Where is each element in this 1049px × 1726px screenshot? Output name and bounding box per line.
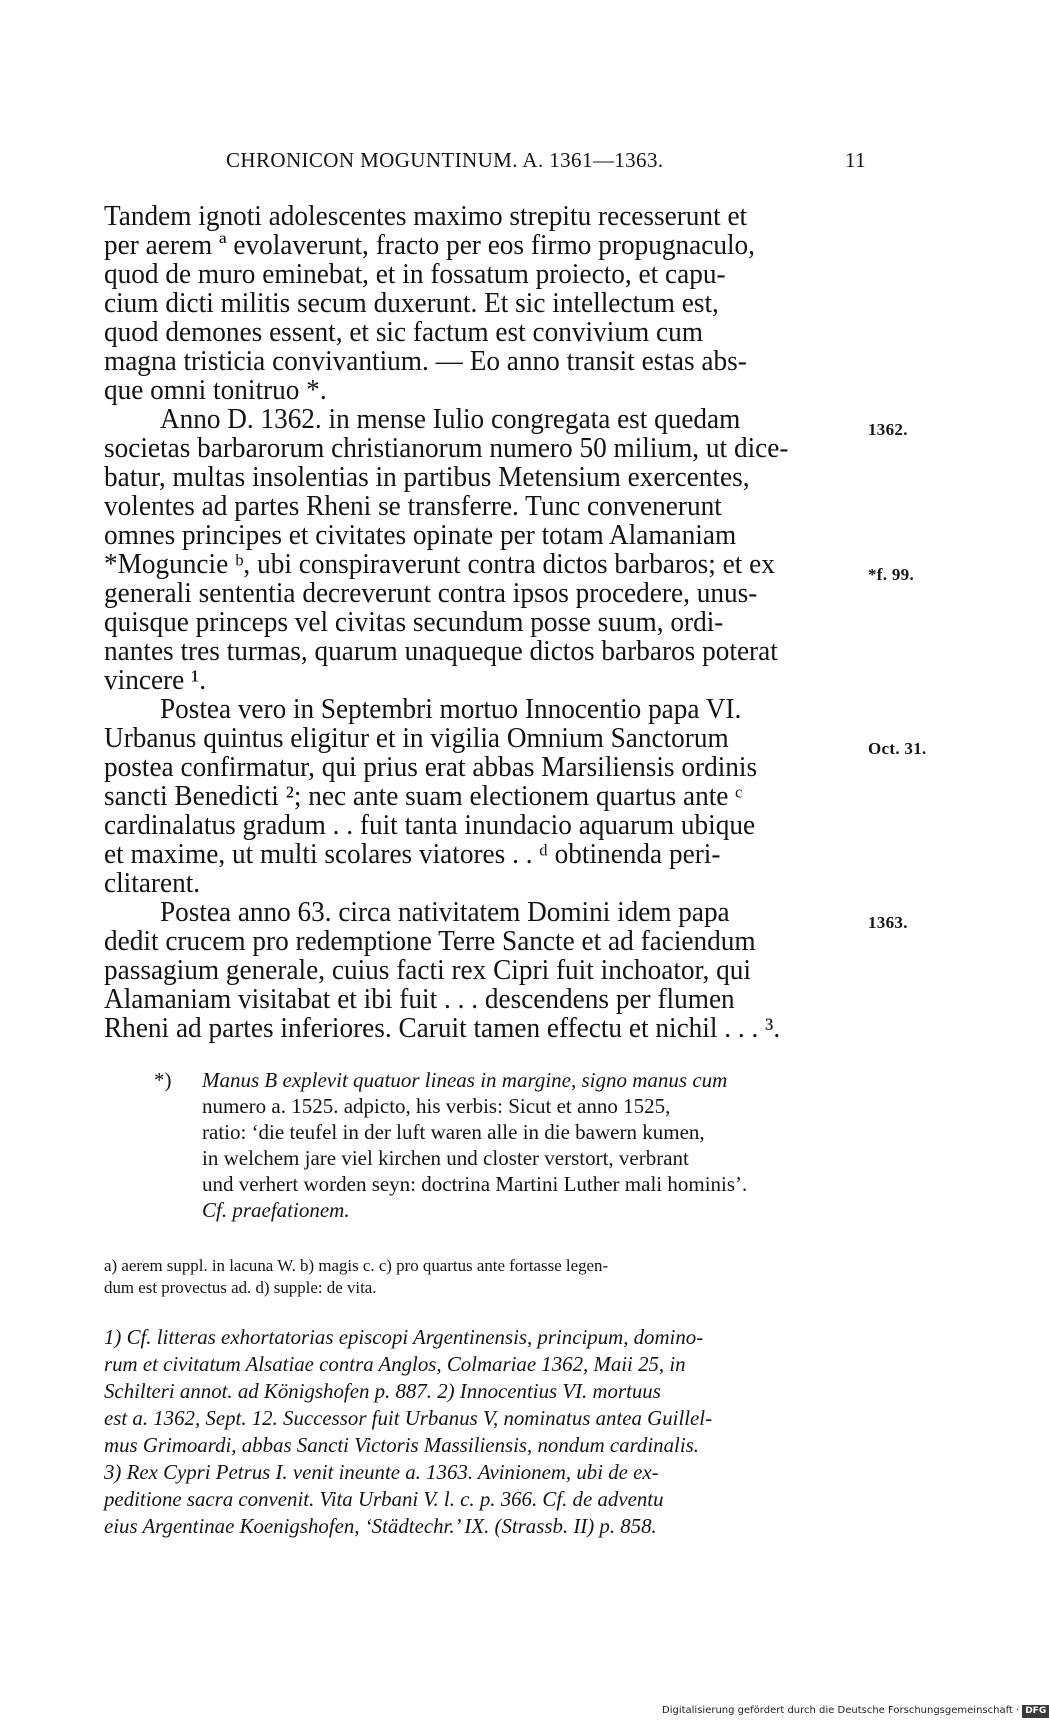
page-number: 11 xyxy=(844,148,866,172)
body-line: cardinalatus gradum . . fuit tanta inundacio aquarum ubique xyxy=(104,810,756,841)
body-line: Urbanus quintus eligitur et in vigilia Omnium Sanctorum xyxy=(104,723,729,754)
body-line: *Moguncie ᵇ, ubi conspiraverunt contra dictos barbaros; et ex xyxy=(104,549,775,580)
asterisk-note-line: numero a. 1525. adpicto, his verbis: Sicut et anno 1525, xyxy=(202,1094,671,1118)
footnote-line: mus Grimoardi, abbas Sancti Victoris Massiliensis, nondum cardinalis. xyxy=(104,1433,699,1457)
asterisk-note xyxy=(154,1067,868,1223)
running-title: CHRONICON MOGUNTINUM. A. 1361—1363. xyxy=(226,148,664,172)
body-line: volentes ad partes Rheni se transferre. Tunc convenerunt xyxy=(104,491,722,522)
body-line: batur, multas insolentias in partibus Metensium exercentes, xyxy=(104,462,750,493)
digitization-credit xyxy=(662,1705,1049,1718)
body-line: Postea anno 63. circa nativitatem Domini idem papa xyxy=(160,897,730,928)
margin-folio: *f. 99. xyxy=(868,565,915,584)
body-line: postea confirmatur, qui prius erat abbas Marsiliensis ordinis xyxy=(104,752,758,783)
margin-year-1363: 1363. xyxy=(868,913,908,932)
asterisk-note-line: in welchem jare viel kirchen und closter verstort, verbrant xyxy=(202,1146,689,1170)
margin-date: Oct. 31. xyxy=(868,739,927,758)
apparatus-line: a) aerem suppl. in lacuna W. b) magis c. c) pro quartus ante fortasse legen- xyxy=(104,1256,609,1275)
body-line: clitarent. xyxy=(104,868,201,899)
body-line: cium dicti militis secum duxerunt. Et sic intellectum est, xyxy=(104,288,719,319)
body-line: passagium generale, cuius facti rex Cipri fuit inchoator, qui xyxy=(104,955,751,986)
apparatus-line: dum est provectus ad. d) supple: de vita. xyxy=(104,1278,377,1297)
body-line: societas barbarorum christianorum numero 50 milium, ut dice- xyxy=(104,433,789,464)
footnote-line: peditione sacra convenit. Vita Urbani V. l. c. p. 366. Cf. de adventu xyxy=(104,1487,664,1511)
body-line: vincere ¹. xyxy=(104,665,207,696)
margin-year-1362: 1362. xyxy=(868,420,908,439)
footnote-line: eius Argentinae Koenigshofen, ‘Städtechr.’ IX. (Strassb. II) p. 858. xyxy=(104,1514,657,1538)
asterisk-mark: *) xyxy=(154,1068,172,1092)
footnotes xyxy=(104,1324,864,1540)
footnote-line: rum et civitatum Alsatiae contra Anglos, Colmariae 1362, Maii 25, in xyxy=(104,1352,686,1376)
dfg-logo: DFG xyxy=(1022,1705,1049,1718)
main-text xyxy=(104,202,864,1043)
body-line: sancti Benedicti ²; nec ante suam electionem quartus ante ᶜ xyxy=(104,781,743,812)
body-line: omnes principes et civitates opinate per totam Alamaniam xyxy=(104,520,737,551)
asterisk-note-line: und verhert worden seyn: doctrina Martini Luther mali hominis’. xyxy=(202,1172,748,1196)
critical-apparatus xyxy=(104,1255,864,1299)
footnote-line: Schilteri annot. ad Königshofen p. 887. 2) Innocentius VI. mortuus xyxy=(104,1379,661,1403)
body-line: et maxime, ut multi scolares viatores . . ᵈ obtinenda peri- xyxy=(104,839,721,870)
body-line: Alamaniam visitabat et ibi fuit . . . descendens per flumen xyxy=(104,984,735,1015)
body-line: per aerem ª evolaverunt, fracto per eos firmo propugnaculo, xyxy=(104,230,755,261)
running-header xyxy=(226,148,866,178)
body-line: generali sententia decreverunt contra ipsos procedere, unus- xyxy=(104,578,758,609)
asterisk-note-line: ratio: ‘die teufel in der luft waren alle in die bawern kumen, xyxy=(202,1120,705,1144)
footnote-line: 3) Rex Cypri Petrus I. venit ineunte a. 1363. Avinionem, ubi de ex- xyxy=(104,1460,659,1484)
body-line: que omni tonitruo *. xyxy=(104,375,327,406)
body-line: nantes tres turmas, quarum unaqueque dictos barbaros poterat xyxy=(104,636,778,667)
body-line: quod demones essent, et sic factum est convivium cum xyxy=(104,317,703,348)
asterisk-note-line: Cf. praefationem. xyxy=(202,1198,350,1222)
body-line: dedit crucem pro redemptione Terre Sancte et ad faciendum xyxy=(104,926,756,957)
body-line: Postea vero in Septembri mortuo Innocentio papa VI. xyxy=(160,694,742,725)
asterisk-note-line: *) Manus B explevit quatuor lineas in margine, signo manus cum xyxy=(154,1068,728,1092)
body-line: Tandem ignoti adolescentes maximo strepitu recesserunt et xyxy=(104,201,748,232)
body-line: magna tristicia convivantium. — Eo anno transit estas abs- xyxy=(104,346,747,377)
body-line: Rheni ad partes inferiores. Caruit tamen effectu et nichil . . . ³. xyxy=(104,1013,781,1044)
footnote-line: 1) Cf. litteras exhortatorias episcopi Argentinensis, principum, domino- xyxy=(104,1325,704,1349)
credit-text: Digitalisierung gefördert durch die Deutsche Forschungsgemeinschaft · xyxy=(662,1705,1020,1716)
body-line: Anno D. 1362. in mense Iulio congregata est quedam xyxy=(160,404,741,435)
footnote-line: est a. 1362, Sept. 12. Successor fuit Urbanus V, nominatus antea Guillel- xyxy=(104,1406,713,1430)
body-line: quod de muro eminebat, et in fossatum proiecto, et capu- xyxy=(104,259,726,290)
body-line: quisque princeps vel civitas secundum posse suum, ordi- xyxy=(104,607,724,638)
